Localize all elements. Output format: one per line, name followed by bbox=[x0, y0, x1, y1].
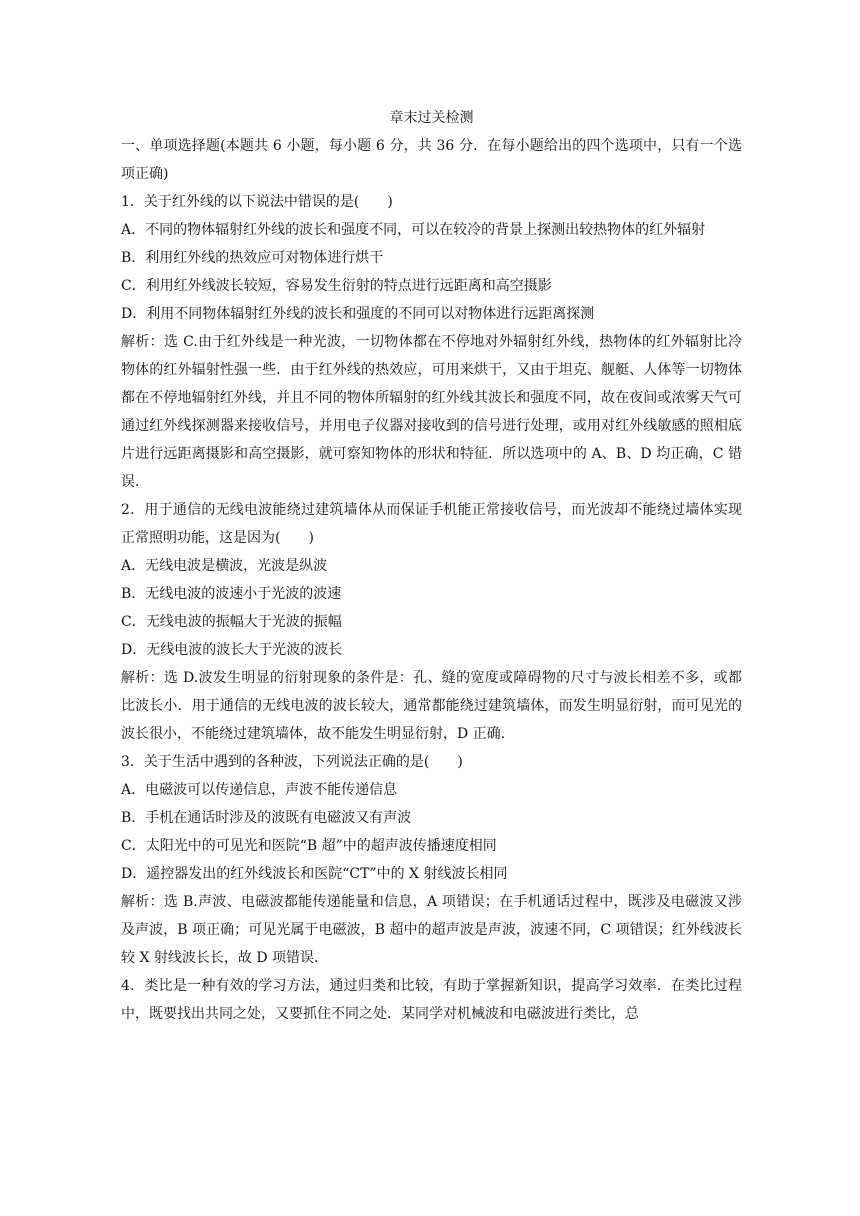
option-d: D．遥控器发出的红外线波长和医院“CT”中的 X 射线波长相同 bbox=[121, 866, 508, 882]
question-stem: 2．用于通信的无线电波能绕过建筑墙体从而保证手机能正常接收信号，而光波却不能绕过墙体实现正常照明功能，这是因为( ) bbox=[121, 502, 742, 546]
option-b: B．利用红外线的热效应可对物体进行烘干 bbox=[121, 250, 384, 266]
option-d: D．利用不同物体辐射红外线的波长和强度的不同可以对物体进行远距离探测 bbox=[121, 306, 595, 322]
option-b: B．手机在通话时涉及的波既有电磁波又有声波 bbox=[121, 810, 412, 826]
section-header: 一、单项选择题(本题共 6 小题，每小题 6 分，共 36 分．在每小题给出的四个选项中，只有一个选项正确) bbox=[121, 138, 742, 182]
option-c: C．利用红外线波长较短，容易发生衍射的特点进行远距离和高空摄影 bbox=[121, 278, 552, 294]
option-d: D．无线电波的波长大于光波的波长 bbox=[121, 642, 343, 658]
option-a: A．不同的物体辐射红外线的波长和强度不同，可以在较冷的背景上探测出较热物体的红外辐射 bbox=[121, 222, 706, 238]
question-stem: 1．关于红外线的以下说法中错误的是( ) bbox=[121, 194, 393, 210]
option-b: B．无线电波的波速小于光波的波速 bbox=[121, 586, 342, 602]
analysis: 解析：选 B.声波、电磁波都能传递能量和信息，A 项错误；在手机通话过程中，既涉及电磁波又涉及声波，B 项正确；可见光属于电磁波，B 超中的超声波是声波，波速不同，C 项错误；红外线波长较 X 射线波长长，故 D 项错误． bbox=[121, 894, 742, 966]
page-title: 章末过关检测 bbox=[389, 110, 474, 126]
option-a: A．电磁波可以传递信息，声波不能传递信息 bbox=[121, 782, 398, 798]
option-c: C．太阳光中的可见光和医院“B 超”中的超声波传播速度相同 bbox=[121, 838, 497, 854]
analysis: 解析：选 C.由于红外线是一种光波，一切物体都在不停地对外辐射红外线，热物体的红外辐射比冷物体的红外辐射性强一些．由于红外线的热效应，可用来烘干，又由于坦克、舰艇、人体等一切物体都在不停地辐射红外线，并且不同的物体所辐射的红外线其波长和强度不同，故在夜间或浓雾天气可通过红外线探测器来接收信号，并用电子仪器对接收到的信号进行处理，或用对红外线敏感的照相底片进行远距离摄影和高空摄影，就可察知物体的形状和特征．所以选项中的 A、B、D 均正确，C 错误． bbox=[121, 334, 742, 490]
question-stem: 3．关于生活中遇到的各种波，下列说法正确的是( ) bbox=[121, 754, 463, 770]
question-stem: 4．类比是一种有效的学习方法，通过归类和比较，有助于掌握新知识，提高学习效率．在类比过程中，既要找出共同之处，又要抓住不同之处．某同学对机械波和电磁波进行类比，总 bbox=[121, 978, 742, 1022]
option-a: A．无线电波是横波，光波是纵波 bbox=[121, 558, 328, 574]
option-c: C．无线电波的振幅大于光波的振幅 bbox=[121, 614, 342, 630]
analysis: 解析：选 D.波发生明显的衍射现象的条件是：孔、缝的宽度或障碍物的尺寸与波长相差不多，或都比波长小．用于通信的无线电波的波长较大，通常都能绕过建筑墙体，而发生明显衍射，而可见光的波长很小，不能绕过建筑墙体，故不能发生明显衍射，D 正确． bbox=[121, 670, 742, 742]
